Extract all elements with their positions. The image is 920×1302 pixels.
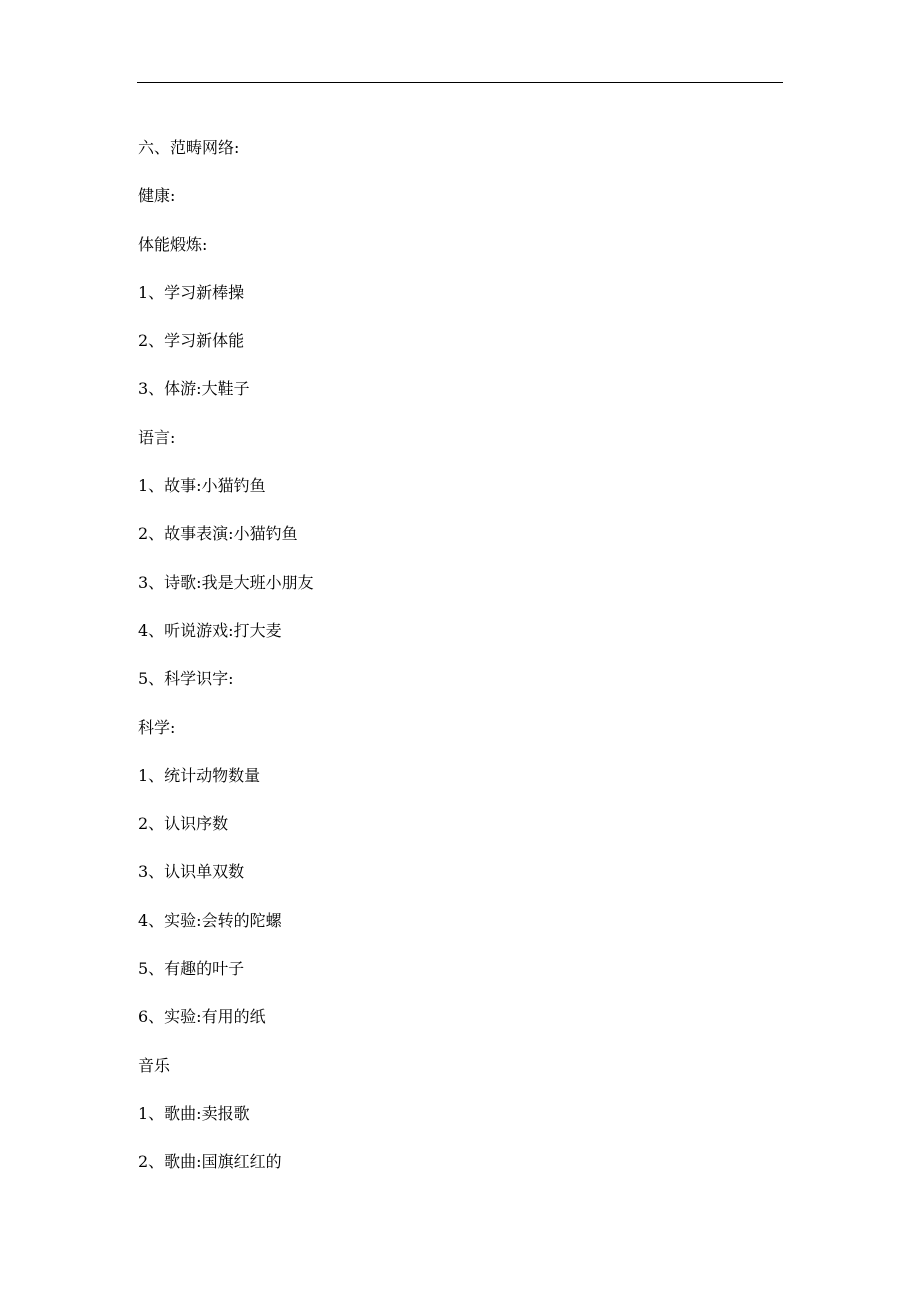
category-heading: 科学: [138,717,176,737]
section-heading: 六、范畴网络: [138,138,240,157]
list-item: 2、歌曲:国旗红红的 [138,1152,282,1172]
list-item: 5、科学识字: [138,669,234,689]
list-item: 2、故事表演:小猫钓鱼 [138,524,298,544]
list-item: 1、故事:小猫钓鱼 [138,476,266,496]
list-item: 3、诗歌:我是大班小朋友 [138,572,314,592]
document-body [138,135,778,1198]
list-item: 3、体游:大鞋子 [138,379,250,399]
list-item: 1、歌曲:卖报歌 [138,1103,250,1123]
header-rule [137,82,783,83]
category-heading: 音乐 [138,1055,171,1075]
list-item: 5、有趣的叶子 [138,959,245,979]
list-item: 2、认识序数 [138,814,229,834]
list-item: 1、统计动物数量 [138,765,261,785]
list-item: 6、实验:有用的纸 [138,1007,266,1027]
subcategory-heading: 体能煅炼: [138,234,208,254]
list-item: 3、认识单双数 [138,862,245,882]
list-item: 4、听说游戏:打大麦 [138,620,282,640]
list-item: 1、学习新棒操 [138,282,245,302]
list-item: 4、实验:会转的陀螺 [138,910,282,930]
list-item: 2、学习新体能 [138,331,245,351]
category-heading: 语言: [138,427,176,447]
category-heading: 健康: [138,186,176,206]
